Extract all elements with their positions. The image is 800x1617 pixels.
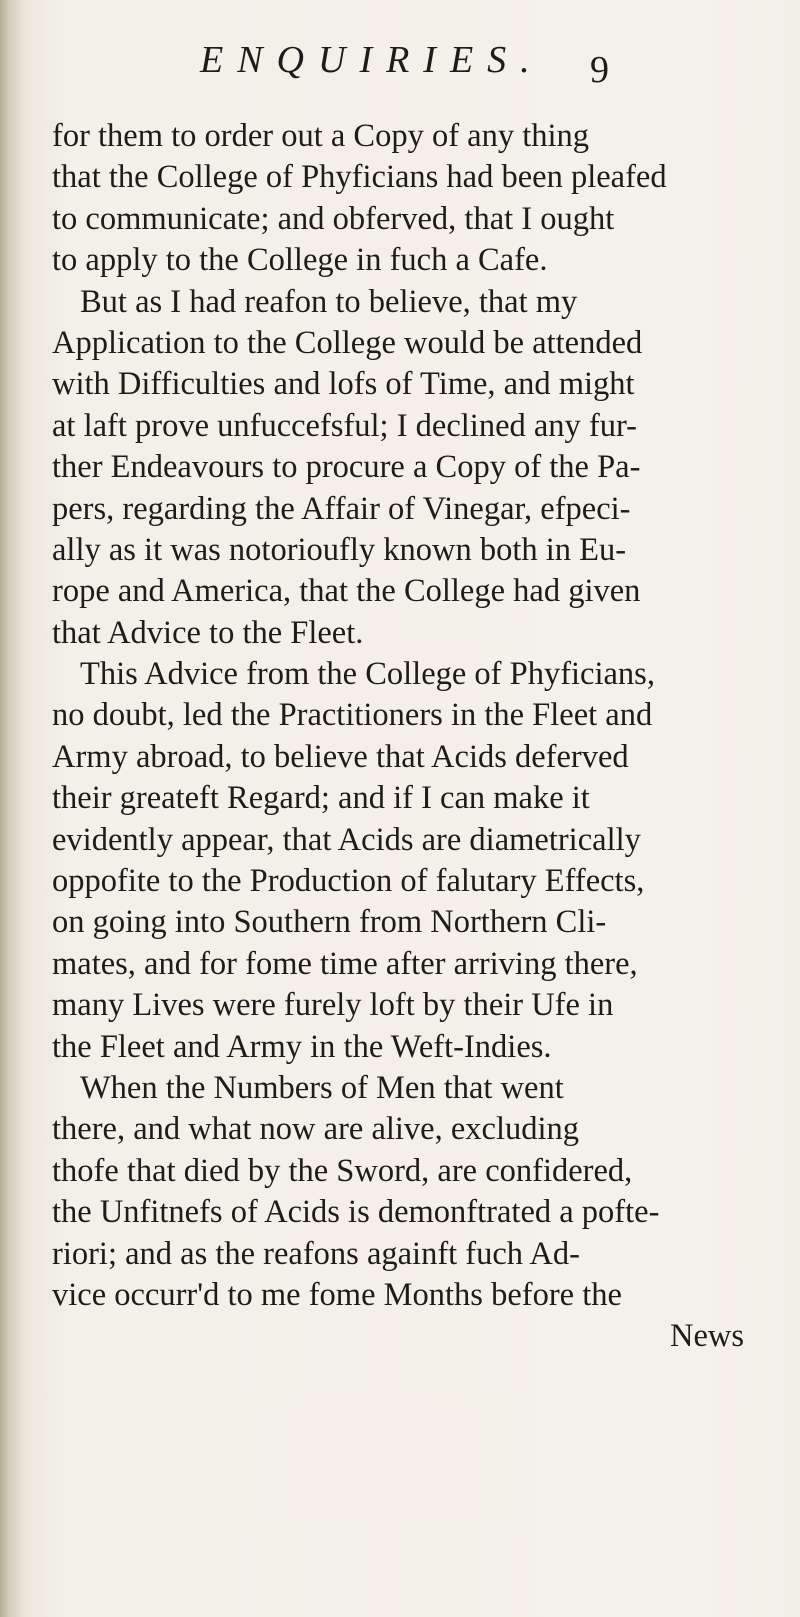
text-line: no doubt, led the Practitioners in the Fleet and [52,697,653,734]
running-title: ENQUIRIES. [200,39,544,81]
text-line: pers, regarding the Affair of Vinegar, efpeci- [52,490,631,527]
text-line: that Advice to the Fleet. [52,614,364,651]
text-line: riori; and as the reafons againft fuch Ad- [52,1235,580,1272]
text-line: to apply to the College in fuch a Cafe. [52,242,548,279]
text-line: thofe that died by the Sword, are confidered, [52,1152,633,1189]
text-line: on going into Southern from Northern Cli- [52,904,607,941]
text-line: evidently appear, that Acids are diametrically [52,821,641,858]
text-line: there, and what now are alive, excluding [52,1111,580,1148]
text-line: for them to order out a Copy of any thing [52,118,590,154]
text-line: rope and America, that the College had given [52,573,641,610]
text-line: many Lives were furely loft by their Ufe in [52,987,614,1024]
text-line: to communicate; and obferved, that I ought [52,200,615,237]
text-line: the Fleet and Army in the Weft-Indies. [52,1028,552,1065]
text-line: mates, and for fome time after arriving there, [52,945,638,982]
text-line: Application to the College would be attended [52,324,643,361]
text-line: vice occurr'd to me fome Months before the [52,1276,622,1313]
text-line: oppofite to the Production of falutary Effects, [52,863,645,900]
text-line: with Difficulties and lofs of Time, and might [52,366,635,403]
body-text [52,116,792,1358]
text-line: at laft prove unfuccefsful; I declined any fur- [52,407,637,444]
text-line: But as I had reafon to believe, that my [80,283,578,320]
page-header [200,32,640,92]
page-number: 9 [590,49,609,91]
text-line: the Unfitnefs of Acids is demonftrated a pofte- [52,1194,660,1231]
text-line: Army abroad, to believe that Acids deferved [52,738,629,775]
text-line: their greateft Regard; and if I can make it [52,780,590,817]
text-line: ther Endeavours to procure a Copy of the Pa- [52,449,641,486]
catchword: News [669,1318,744,1355]
text-line: that the College of Phyficians had been pleafed [52,159,667,196]
text-line: This Advice from the College of Phyficians, [80,656,655,693]
text-line: When the Numbers of Men that went [80,1069,564,1106]
page-binding-shadow [0,0,22,1617]
text-line: ally as it was notorioufly known both in Eu- [52,531,627,568]
